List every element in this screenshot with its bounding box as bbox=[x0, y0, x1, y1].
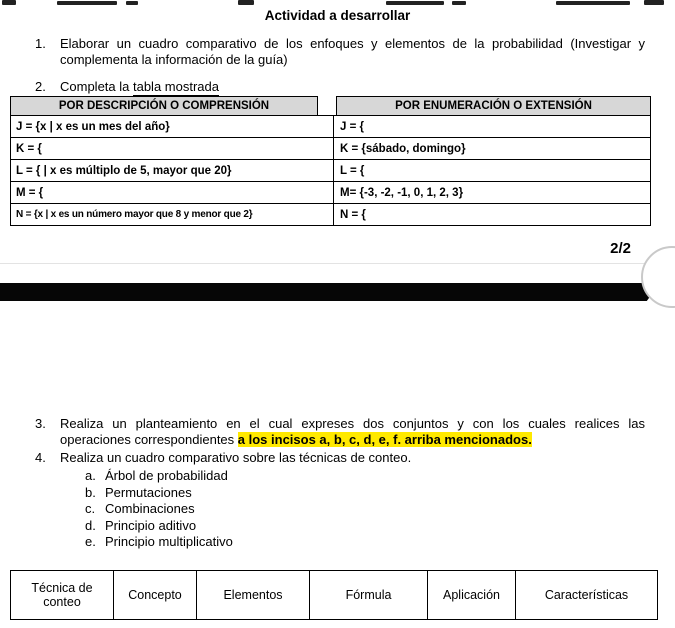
list-item-2 bbox=[35, 79, 645, 95]
table-cell: N = {x | x es un número mayor que 8 y menor que 2} bbox=[11, 204, 334, 225]
page-title: Actividad a desarrollar bbox=[264, 8, 411, 23]
sets-table-body bbox=[10, 115, 651, 226]
list-item bbox=[85, 534, 233, 551]
table-cell: J = { bbox=[340, 120, 364, 133]
item3-line1: Realiza un planteamiento en el cual expreses dos conjuntos y con los cuales realices las bbox=[60, 416, 645, 431]
table-cell: L = { bbox=[340, 164, 365, 177]
column-header: Características bbox=[544, 588, 629, 602]
list-number: 4. bbox=[35, 450, 46, 465]
list-number: 3. bbox=[35, 416, 46, 431]
page-separator-bar bbox=[0, 283, 660, 301]
column-header: Aplicación bbox=[428, 571, 516, 619]
list-item-4 bbox=[35, 450, 645, 466]
table-cell: M= {-3, -2, -1, 0, 1, 2, 3} bbox=[340, 186, 464, 199]
table-row bbox=[11, 182, 650, 204]
table-row bbox=[11, 138, 650, 160]
column-header: POR ENUMERACIÓN O EXTENSIÓN bbox=[336, 96, 651, 115]
table-cell: M = { bbox=[11, 182, 334, 203]
text-fragment bbox=[452, 1, 466, 5]
list-item-3 bbox=[35, 416, 645, 448]
list-letter: a. bbox=[85, 468, 96, 483]
page-edge-line bbox=[0, 263, 648, 264]
table-cell: K = { bbox=[11, 138, 334, 159]
table-cell: K = {sábado, domingo} bbox=[340, 142, 466, 155]
column-header: Técnica de conteo bbox=[11, 571, 114, 619]
table-cell: N = { bbox=[340, 208, 366, 221]
item3-highlighted-text: a los incisos a, b, c, d, e, f. arriba mencionados. bbox=[237, 432, 532, 447]
table-cell: J = {x | x es un mes del año} bbox=[11, 116, 334, 137]
list-item bbox=[85, 485, 233, 502]
table-cell: L = { | x es múltiplo de 5, mayor que 20} bbox=[11, 160, 334, 181]
item3-line2 bbox=[60, 432, 645, 448]
text-fragment bbox=[2, 0, 16, 5]
list-letter: c. bbox=[85, 501, 96, 516]
sets-table-header-row bbox=[10, 96, 651, 115]
item1-line1: Elaborar un cuadro comparativo de los enfoques y elementos de la probabilidad (Investigar y bbox=[60, 36, 645, 51]
table-row bbox=[11, 160, 650, 182]
list-item bbox=[85, 518, 233, 535]
list-item-text: Principio aditivo bbox=[105, 517, 197, 533]
list-item-1 bbox=[35, 36, 645, 68]
list-item-text: Combinaciones bbox=[105, 501, 195, 516]
counting-techniques-table bbox=[10, 570, 658, 620]
column-header: Fórmula bbox=[310, 571, 428, 619]
text-fragment bbox=[556, 1, 630, 5]
text-fragment bbox=[238, 0, 254, 5]
counting-techniques-sublist bbox=[85, 468, 233, 551]
list-item-text: Permutaciones bbox=[105, 484, 192, 500]
text-fragment bbox=[126, 1, 138, 5]
column-header: POR DESCRIPCIÓN O COMPRENSIÓN bbox=[10, 96, 318, 115]
text-fragment bbox=[386, 1, 444, 5]
list-letter: e. bbox=[85, 534, 96, 549]
column-header: Concepto bbox=[114, 571, 197, 619]
table-row bbox=[11, 204, 650, 225]
sets-table bbox=[10, 96, 651, 226]
item2-text: Completa la bbox=[60, 79, 133, 94]
list-number: 2. bbox=[35, 79, 46, 94]
item1-line2: complementa la información de la guía) bbox=[60, 52, 288, 67]
text-fragment bbox=[57, 1, 117, 5]
list-item-text: Principio multiplicativo bbox=[105, 534, 233, 549]
item2-underlined-text: tabla mostrada bbox=[132, 79, 219, 94]
list-item bbox=[85, 468, 233, 485]
item3-plain-text: operaciones correspondientes bbox=[60, 432, 238, 447]
list-letter: d. bbox=[85, 517, 96, 533]
list-item bbox=[85, 501, 233, 518]
text-fragment bbox=[644, 0, 664, 5]
list-letter: b. bbox=[85, 484, 96, 500]
table-row bbox=[11, 116, 650, 138]
item4-text: Realiza un cuadro comparativo sobre las técnicas de conteo. bbox=[60, 450, 412, 465]
header-gap bbox=[318, 96, 336, 115]
list-number: 1. bbox=[35, 36, 46, 51]
column-header: Elementos bbox=[197, 571, 310, 619]
list-item-text: Árbol de probabilidad bbox=[105, 468, 228, 483]
page-number-badge: 2/2 bbox=[610, 240, 631, 257]
